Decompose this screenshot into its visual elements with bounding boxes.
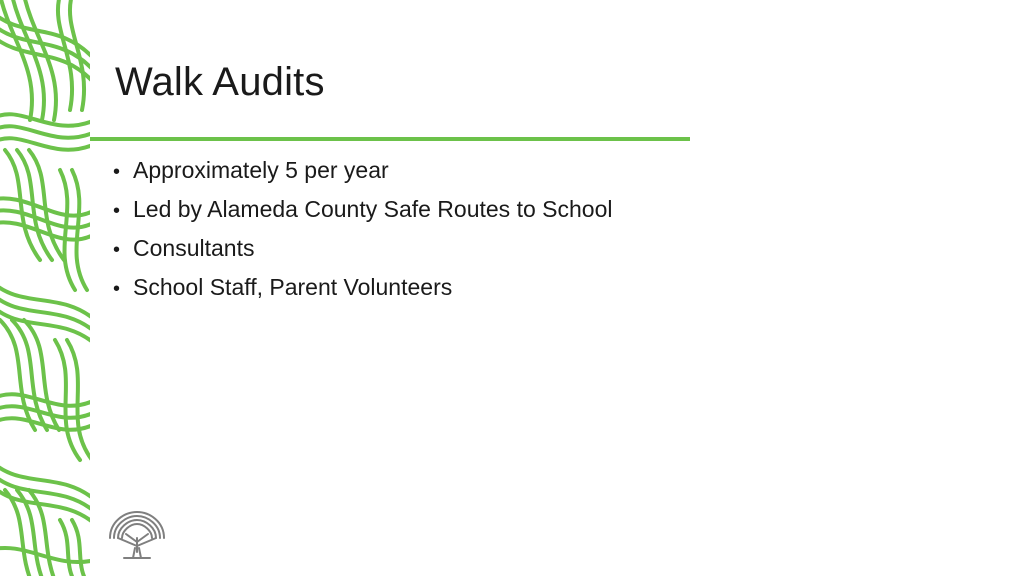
bullet-text: Led by Alameda County Safe Routes to School: [133, 196, 613, 222]
bullet-text: School Staff, Parent Volunteers: [133, 274, 453, 300]
oak-tree-icon: [104, 508, 170, 560]
bullet-text: Consultants: [133, 235, 255, 261]
list-item: [113, 230, 612, 269]
title-underline: [90, 137, 690, 141]
list-item: [113, 152, 612, 191]
bullet-marker: •: [113, 278, 121, 300]
bullet-text: Approximately 5 per year: [133, 157, 389, 183]
decorative-side-pattern: [0, 0, 90, 576]
slide-title: Walk Audits: [115, 60, 325, 104]
wave-pattern-graphic: [0, 0, 90, 576]
list-item: [113, 191, 612, 230]
list-item: [113, 269, 612, 308]
bullet-marker: •: [113, 200, 121, 222]
bullet-marker: •: [113, 161, 121, 183]
bullet-marker: •: [113, 239, 121, 261]
bullet-list: [113, 152, 612, 308]
